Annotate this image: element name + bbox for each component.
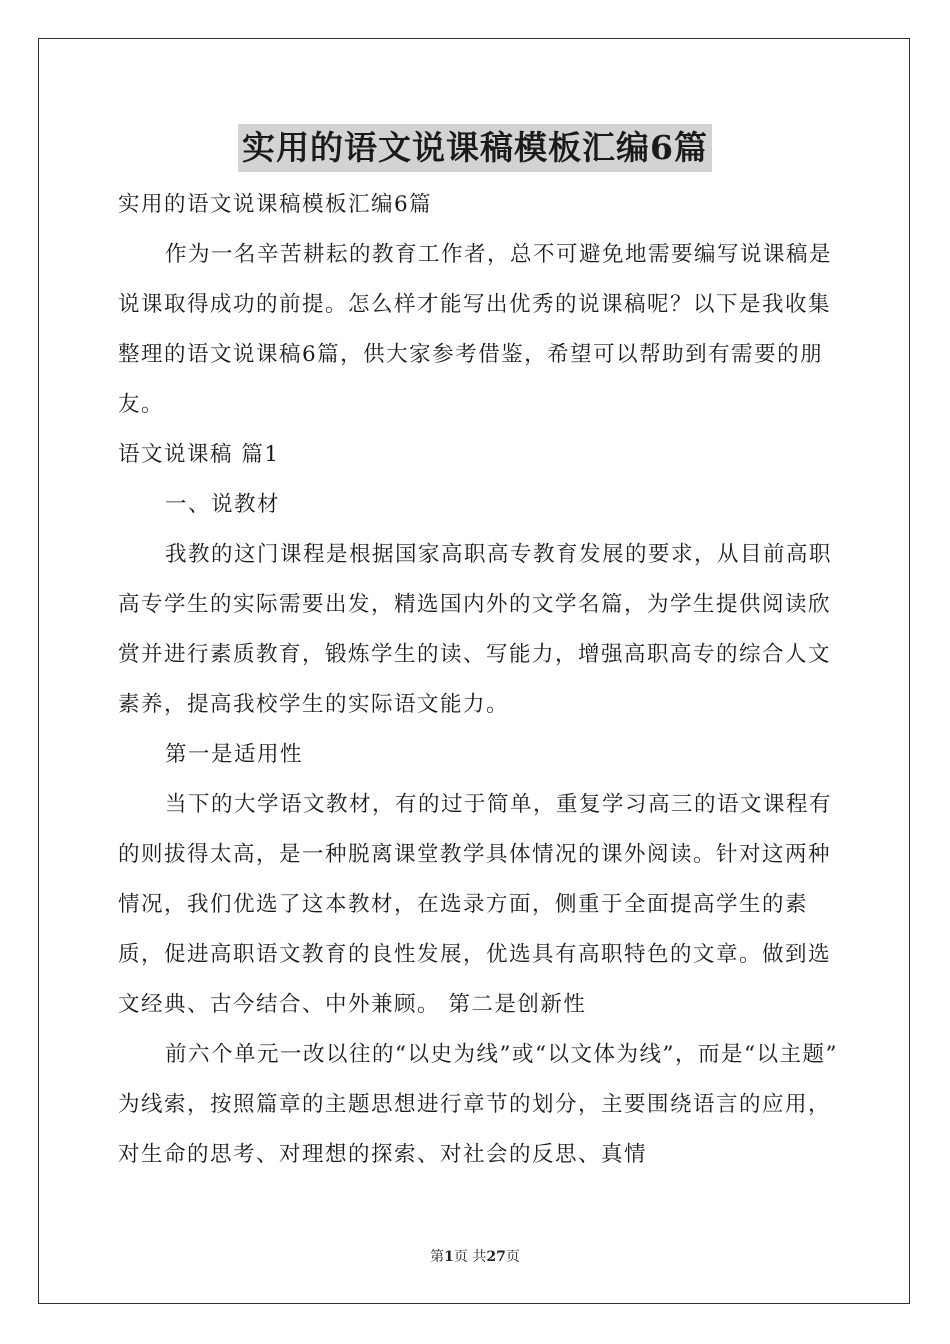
title-container: [0, 124, 950, 172]
section-heading: 语文说课稿 篇1: [118, 442, 280, 467]
subsection-heading: 第一是适用性: [165, 742, 304, 767]
paragraph: 当下的大学语文教材，有的过于简单，重复学习高三的语文课程有的则拔得太高，是一种脱离课堂教学具体情况的课外阅读。针对这两种情况，我们优选了这本教材，在选录方面，侧重于全面提高学生的素质，促进高职语文教育的良性发展，优选具有高职特色的文章。做到选文经典、古今结合、中外兼顾。 第二是创新性: [118, 792, 833, 1017]
paragraph: 实用的语文说课稿模板汇编6篇: [118, 192, 433, 217]
page-footer: [0, 1246, 950, 1266]
total-pages: 27: [486, 1249, 506, 1265]
document-body: [118, 180, 838, 1180]
footer-mid: 页 共: [453, 1249, 487, 1265]
document-title: 实用的语文说课稿模板汇编6篇: [238, 124, 712, 172]
paragraph: 作为一名辛苦耕耘的教育工作者，总不可避免地需要编写说课稿是说课取得成功的前提。怎么样才能写出优秀的说课稿呢？以下是我收集整理的语文说课稿6篇，供大家参考借鉴，希望可以帮助到有需要的朋友。: [118, 242, 833, 417]
paragraph: 前六个单元一改以往的“以史为线”或“以文体为线”，而是“以主题” 为线索，按照篇章的主题思想进行章节的划分，主要围绕语言的应用，对生命的思考、对理想的探索、对社会的反思、真情: [118, 1042, 838, 1167]
subsection-heading: 一、说教材: [165, 492, 281, 517]
footer-prefix: 第: [430, 1249, 445, 1265]
footer-suffix: 页: [505, 1249, 520, 1265]
paragraph: 我教的这门课程是根据国家高职高专教育发展的要求，从目前高职高专学生的实际需要出发，精选国内外的文学名篇，为学生提供阅读欣赏并进行素质教育，锻炼学生的读、写能力，增强高职高专的综合人文素养，提高我校学生的实际语文能力。: [118, 542, 833, 717]
current-page-number: 1: [444, 1249, 454, 1265]
